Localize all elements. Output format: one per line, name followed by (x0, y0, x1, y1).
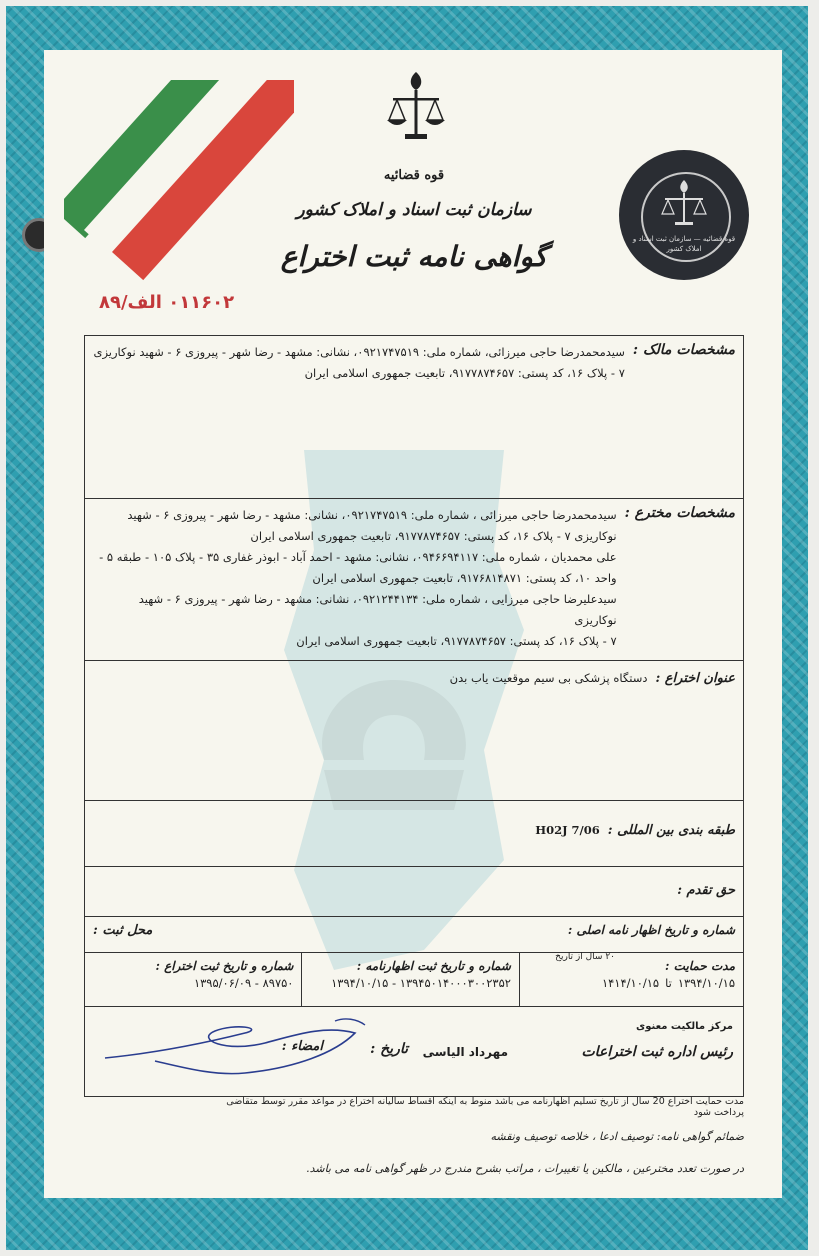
inventors-row (85, 499, 744, 661)
signature-row (85, 1007, 744, 1097)
owner-details: سیدمحمدرضا حاجی میرزائی، شماره ملی: ۰۹۲۱۷۴۷۵۱۹، نشانی: مشهد - رضا شهر - پیروزی ۶ - شهید نوکاریزی ۷ - پلاک ۱۶، کد پستی: ۹۱۷۷۸۷۴۶۵۷، تابعیت جمهوری اسلامی ایران (93, 345, 625, 380)
classification-label: طبقه بندی بین المللی : (607, 823, 735, 838)
application-value: ۱۳۹۴۵۰۱۴۰۰۰۳۰۰۲۳۵۲ - ۱۳۹۴/۱۰/۱۵ (331, 976, 511, 990)
protection-term-label: مدت حمایت : (665, 959, 735, 973)
inventor-line: سیدعلیرضا حاجی میرزایی ، شماره ملی: ۰۹۲۱۲۴۴۱۳۴، نشانی: مشهد - رضا شهر - پیروزی ۶ - شهید نوکاریزی (138, 592, 617, 627)
registration-value: ۸۹۷۵۰ - ۱۳۹۵/۰۶/۰۹ (193, 976, 294, 990)
classification-row (85, 801, 744, 867)
inventors-details (93, 505, 617, 652)
judiciary-seal (619, 150, 749, 280)
institution-name: قوه قضائیه (383, 168, 445, 183)
signature-label: امضاء : (281, 1039, 323, 1054)
protection-to-word: تا (665, 976, 672, 990)
organization-name: سازمان ثبت اسناد و املاک کشور (296, 200, 532, 220)
protection-period: ۲۰ سال از تاریخ (555, 952, 615, 962)
protection-to-date: ۱۴۱۴/۱۰/۱۵ (601, 976, 660, 990)
stamp-text: مرکز مالکیت معنوی (636, 1021, 733, 1032)
invention-title-value: دستگاه پزشکی بی سیم موقعیت یاب بدن (449, 671, 648, 685)
iran-flag-ribbon-icon (64, 80, 294, 310)
attachments-note: ضمائم گواهی نامه: توصیف ادعا ، خلاصه توصیف ونقشه (490, 1130, 744, 1143)
handwritten-signature (95, 1013, 395, 1083)
protection-footnote: مدت حمایت اختراع 20 سال از تاریخ تسلیم اظهارنامه می باشد منوط به اینکه اقساط سالیانه اختراع در مواعد مقرر توسط متقاضی پرداخت شود (226, 1096, 744, 1118)
inventor-line: علی محمدیان ، شماره ملی: ۰۹۴۶۶۹۴۱۱۷، نشانی: مشهد - احمد آباد - ابوذر غفاری ۳۵ - پلاک ۱۰۵ - طبقه ۵ - (99, 550, 617, 564)
inventors-label: مشخصات مخترع : (624, 505, 735, 521)
date-label: تاریخ : (370, 1041, 408, 1057)
certificate-details-table (84, 335, 744, 1097)
signatory-position: رئیس اداره ثبت اختراعات (581, 1044, 733, 1060)
registration-place-label: محل ثبت : (93, 923, 153, 938)
application-label: شماره و تاریخ ثبت اظهارنامه : (356, 959, 511, 973)
invention-title-row (85, 661, 744, 801)
registration-label: شماره و تاریخ ثبت اختراع : (155, 959, 294, 973)
classification-value: H02J 7/06 (535, 823, 600, 837)
owner-label: مشخصات مالک : (632, 342, 735, 358)
inventor-line: نوکاریزی ۷ - پلاک ۱۶، کد پستی: ۹۱۷۷۸۷۴۶۵۷، تابعیت جمهوری اسلامی ایران (250, 529, 617, 543)
certificate-paper (44, 50, 782, 1198)
original-filing-label: شماره و تاریخ اظهار نامه اصلی : (567, 923, 735, 937)
seal-text: قوه قضائیه — سازمان ثبت اسناد و املاک کشور (632, 235, 736, 253)
priority-label: حق تقدم : (677, 883, 735, 898)
owner-row (85, 336, 744, 499)
scales-of-justice-emblem-icon (385, 68, 447, 178)
protection-from-date: ۱۳۹۴/۱۰/۱۵ (677, 976, 735, 990)
inventor-line: ۷ - پلاک ۱۶، کد پستی: ۹۱۷۷۸۷۴۶۵۷، تابعیت جمهوری اسلامی ایران (296, 634, 617, 648)
signatory-name: مهرداد الیاسی (422, 1045, 508, 1059)
multiple-owners-note: در صورت تعدد مخترعین ، مالکین یا تغییرات ، مراتب بشرح مندرج در ظهر گواهی نامه می باشد. (306, 1162, 744, 1175)
certificate-title: گواهی نامه ثبت اختراع (280, 240, 548, 273)
inventor-line: واحد ۱۰، کد پستی: ۹۱۷۶۸۱۴۸۷۱، تابعیت جمهوری اسلامی ایران (312, 571, 617, 585)
dates-row (85, 953, 744, 1007)
original-filing-row (85, 917, 744, 953)
seal-scales-icon (659, 178, 709, 238)
serial-number: ۰۱۱۶۰۲ الف/۸۹ (99, 292, 235, 313)
priority-row (85, 867, 744, 917)
inventor-line: سیدمحمدرضا حاجی میرزائی ، شماره ملی: ۰۹۲۱۷۴۷۵۱۹، نشانی: مشهد - رضا شهر - پیروزی ۶ - شهید (127, 508, 617, 522)
invention-title-label: عنوان اختراع : (655, 671, 735, 686)
